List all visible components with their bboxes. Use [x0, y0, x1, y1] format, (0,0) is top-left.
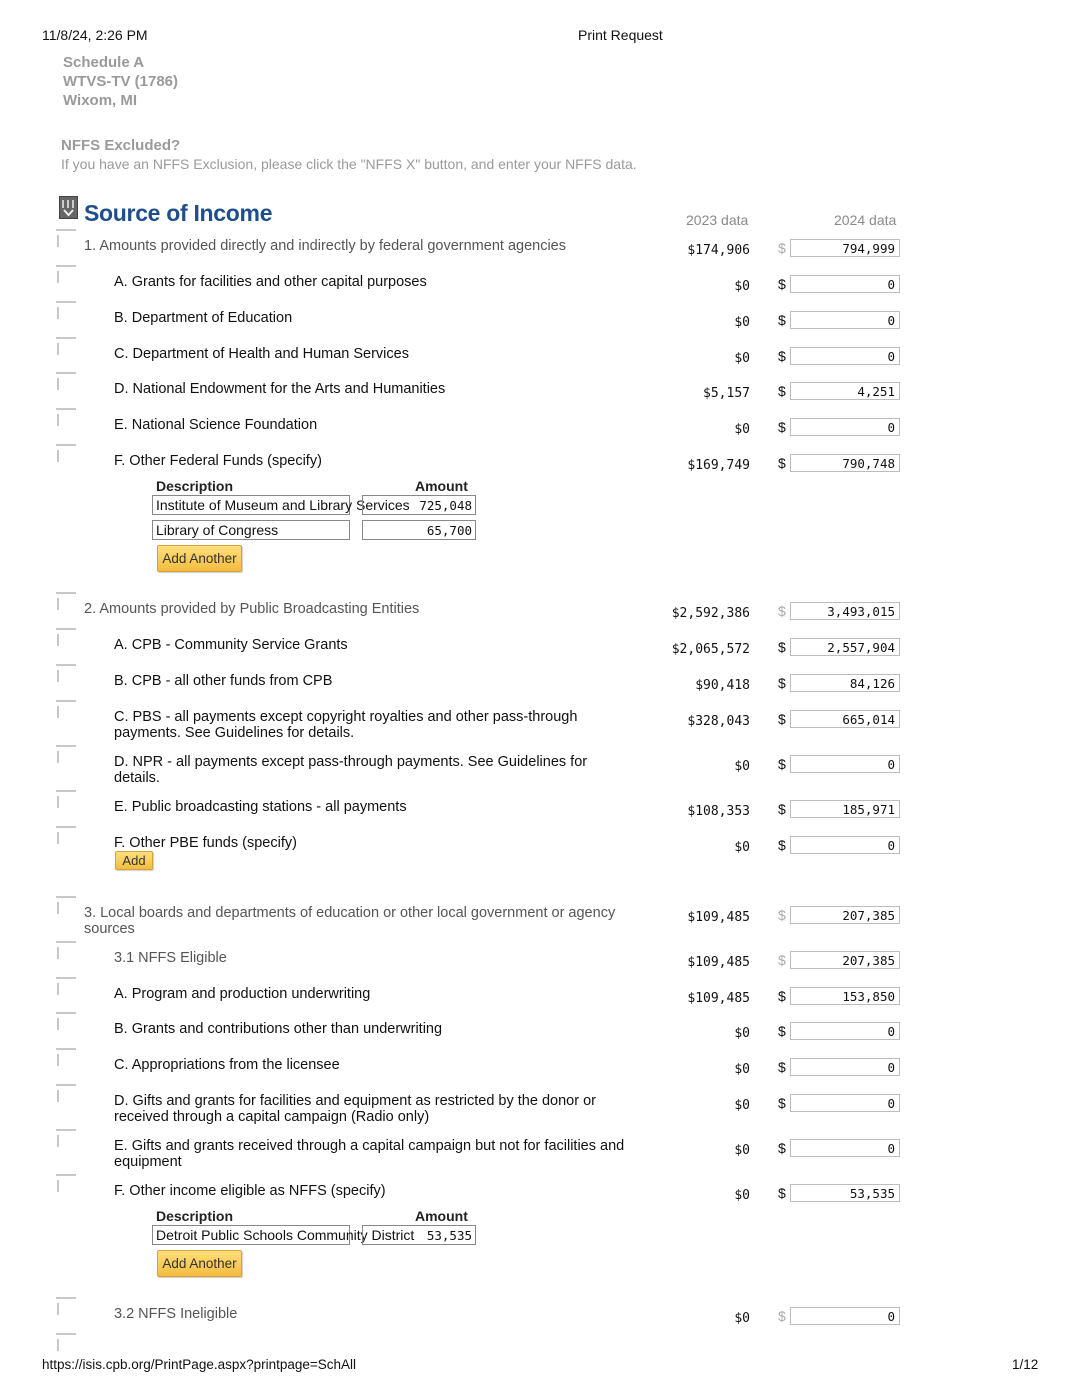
row-divider-tick — [56, 301, 76, 303]
dollar-sign: $ — [778, 348, 786, 364]
row-divider-tick — [56, 790, 76, 792]
federal-amount-input-1[interactable]: 725,048 — [362, 495, 476, 515]
value-2023: $0 — [734, 1062, 750, 1077]
station-location: Wixom, MI — [63, 92, 138, 109]
row-marker — [57, 796, 59, 808]
row-marker — [57, 235, 59, 247]
pbe-add-button[interactable]: Add — [115, 851, 153, 870]
row-label: D. National Endowment for the Arts and Humanities — [114, 381, 446, 397]
station-name: WTVS-TV (1786) — [63, 73, 179, 90]
row-marker — [57, 670, 59, 682]
row-divider-tick — [56, 941, 76, 943]
value-2024-input[interactable]: 665,014 — [790, 710, 900, 728]
dollar-sign: $ — [778, 639, 786, 655]
value-2023: $90,418 — [695, 678, 750, 693]
station-info — [63, 53, 178, 110]
dollar-sign: $ — [778, 837, 786, 853]
row-marker — [57, 634, 59, 646]
value-2024-input[interactable]: 207,385 — [790, 951, 900, 969]
row-label: E. Public broadcasting stations - all payments — [114, 799, 407, 815]
value-2024-input[interactable]: 0 — [790, 1307, 900, 1325]
row-label: D. NPR - all payments except pass-through payments. See Guidelines for details. — [114, 754, 588, 786]
value-2024-input[interactable]: 794,999 — [790, 239, 900, 257]
nffs-desc-header: Description — [156, 1208, 234, 1224]
row-divider-tick — [56, 1297, 76, 1299]
schedule-name: Schedule A — [63, 54, 145, 71]
row-marker — [57, 598, 59, 610]
column-header-2023: 2023 data — [686, 212, 749, 228]
row-divider-tick — [56, 896, 76, 898]
value-2024-input[interactable]: 0 — [790, 1094, 900, 1112]
federal-desc-input-2[interactable]: Library of Congress — [152, 520, 350, 540]
value-2023: $109,485 — [687, 910, 750, 925]
row-label: A. Grants for facilities and other capital purposes — [114, 274, 427, 290]
dollar-sign: $ — [778, 419, 786, 435]
row-label: F. Other PBE funds (specify) — [114, 835, 297, 851]
row-label: 2. Amounts provided by Public Broadcasting Entities — [84, 601, 420, 617]
value-2024-input[interactable]: 185,971 — [790, 800, 900, 818]
row-divider-tick — [56, 700, 76, 702]
value-2023: $0 — [734, 422, 750, 437]
column-header-2024: 2024 data — [834, 212, 897, 228]
row-label: C. Appropriations from the licensee — [114, 1057, 340, 1073]
value-2024-input[interactable]: 3,493,015 — [790, 602, 900, 620]
row-marker — [57, 450, 59, 462]
row-divider-tick — [56, 337, 76, 339]
row-divider-tick — [56, 1129, 76, 1131]
nffs-excluded-title: NFFS Excluded? — [61, 137, 181, 154]
value-2024-input[interactable]: 0 — [790, 275, 900, 293]
dollar-sign: $ — [778, 756, 786, 772]
value-2023: $0 — [734, 1026, 750, 1041]
nffs-desc-input-1[interactable]: Detroit Public Schools Community District — [152, 1225, 350, 1245]
row-label: E. Gifts and grants received through a capital campaign but not for facilities and equipment — [114, 1138, 625, 1170]
nffs-amount-header: Amount — [415, 1208, 468, 1224]
row-marker — [57, 751, 59, 763]
row-divider-tick — [56, 1084, 76, 1086]
dollar-sign: $ — [778, 383, 786, 399]
dollar-sign: $ — [778, 1140, 786, 1156]
dollar-sign: $ — [778, 1095, 786, 1111]
row-marker — [57, 271, 59, 283]
value-2023: $0 — [734, 840, 750, 855]
row-label: B. CPB - all other funds from CPB — [114, 673, 333, 689]
print-datetime: 11/8/24, 2:26 PM — [42, 27, 148, 43]
value-2024-input[interactable]: 84,126 — [790, 674, 900, 692]
value-2023: $109,485 — [687, 955, 750, 970]
row-label: C. PBS - all payments except copyright royalties and other pass-through payments. See Guidelines for details. — [114, 709, 578, 741]
dollar-sign: $ — [778, 801, 786, 817]
federal-desc-header: Description — [156, 478, 234, 494]
row-marker — [57, 343, 59, 355]
value-2023: $108,353 — [687, 804, 750, 819]
row-divider-tick — [56, 265, 76, 267]
dollar-sign: $ — [778, 907, 786, 923]
row-divider-tick — [56, 664, 76, 666]
value-2023: $0 — [734, 1311, 750, 1326]
row-divider-tick — [56, 1174, 76, 1176]
value-2023: $5,157 — [703, 386, 750, 401]
row-label: B. Grants and contributions other than underwriting — [114, 1021, 443, 1037]
print-title: Print Request — [578, 27, 663, 43]
value-2024-input[interactable]: 53,535 — [790, 1184, 900, 1202]
row-label: F. Other Federal Funds (specify) — [114, 453, 322, 469]
dollar-sign: $ — [778, 1059, 786, 1075]
row-divider-tick — [56, 408, 76, 410]
section-title: Source of Income — [84, 200, 273, 226]
value-2023: $169,749 — [687, 458, 750, 473]
value-2024-input[interactable]: 0 — [790, 418, 900, 436]
dollar-sign: $ — [778, 675, 786, 691]
row-marker — [57, 983, 59, 995]
dollar-sign: $ — [778, 1185, 786, 1201]
row-marker — [57, 1180, 59, 1192]
row-divider-tick — [56, 229, 76, 231]
row-divider-tick — [56, 444, 76, 446]
value-2024-input[interactable]: 0 — [790, 311, 900, 329]
federal-amount-header: Amount — [415, 478, 468, 494]
row-marker — [57, 1018, 59, 1030]
value-2023: $328,043 — [687, 714, 750, 729]
dollar-sign: $ — [778, 312, 786, 328]
value-2024-input[interactable]: 2,557,904 — [790, 638, 900, 656]
row-label: A. Program and production underwriting — [114, 986, 371, 1002]
value-2024-input[interactable]: 0 — [790, 1058, 900, 1076]
footer-url: https://isis.cpb.org/PrintPage.aspx?printpage=SchAll — [42, 1357, 357, 1372]
value-2023: $0 — [734, 351, 750, 366]
row-divider-tick — [56, 977, 76, 979]
row-marker — [57, 1054, 59, 1066]
dollar-sign: $ — [778, 240, 786, 256]
federal-desc-input-1[interactable]: Institute of Museum and Library Services — [152, 495, 350, 515]
row-marker — [57, 414, 59, 426]
row-marker — [57, 1339, 59, 1351]
row-marker — [57, 378, 59, 390]
row-label: 3.1 NFFS Eligible — [114, 950, 227, 966]
row-label: B. Department of Education — [114, 310, 293, 326]
dollar-sign: $ — [778, 603, 786, 619]
row-divider-tick — [56, 1048, 76, 1050]
dollar-sign: $ — [778, 711, 786, 727]
row-label: F. Other income eligible as NFFS (specify) — [114, 1183, 386, 1199]
value-2024-input[interactable]: 0 — [790, 836, 900, 854]
value-2024-input[interactable]: 0 — [790, 755, 900, 773]
federal-add-another-button[interactable]: Add Another — [157, 545, 242, 572]
row-divider-tick — [56, 826, 76, 828]
row-marker — [57, 947, 59, 959]
dollar-sign: $ — [778, 952, 786, 968]
row-marker — [57, 832, 59, 844]
value-2024-input[interactable]: 0 — [790, 1022, 900, 1040]
row-divider-tick — [56, 1333, 76, 1335]
value-2023: $109,485 — [687, 991, 750, 1006]
value-2023: $0 — [734, 315, 750, 330]
footer-page-number: 1/12 — [1012, 1357, 1039, 1372]
row-marker — [57, 1303, 59, 1315]
dollar-sign: $ — [778, 276, 786, 292]
row-divider-tick — [56, 372, 76, 374]
value-2023: $2,592,386 — [671, 606, 750, 621]
row-marker — [57, 1090, 59, 1102]
value-2024-input[interactable]: 0 — [790, 347, 900, 365]
value-2023: $2,065,572 — [671, 642, 750, 657]
row-label: D. Gifts and grants for facilities and equipment as restricted by the donor or received through a capital campaign (Radio only) — [114, 1093, 596, 1125]
value-2023: $0 — [734, 279, 750, 294]
row-label: A. CPB - Community Service Grants — [114, 637, 348, 653]
value-2024-input[interactable]: 790,748 — [790, 454, 900, 472]
row-divider-tick — [56, 1012, 76, 1014]
row-divider-tick — [56, 592, 76, 594]
nffs-amount-input-1[interactable]: 53,535 — [362, 1225, 476, 1245]
row-divider-tick — [56, 628, 76, 630]
row-label: 3. Local boards and departments of education or other local government or agency sources — [84, 905, 616, 937]
value-2024-input[interactable]: 4,251 — [790, 382, 900, 400]
dollar-sign: $ — [778, 455, 786, 471]
value-2024-input[interactable]: 207,385 — [790, 906, 900, 924]
row-marker — [57, 1135, 59, 1147]
dollar-sign: $ — [778, 988, 786, 1004]
value-2023: $0 — [734, 1188, 750, 1203]
dollar-sign: $ — [778, 1308, 786, 1324]
row-marker — [57, 706, 59, 718]
row-label: C. Department of Health and Human Services — [114, 346, 409, 362]
row-marker — [57, 307, 59, 319]
row-label: 1. Amounts provided directly and indirectly by federal government agencies — [84, 238, 566, 254]
value-2024-input[interactable]: 153,850 — [790, 987, 900, 1005]
collapse-toggle-icon[interactable] — [59, 196, 78, 219]
nffs-excluded-text: If you have an NFFS Exclusion, please click the "NFFS X" button, and enter your NFFS data. — [61, 156, 637, 172]
value-2023: $174,906 — [687, 243, 750, 258]
dollar-sign: $ — [778, 1023, 786, 1039]
row-label: 3.2 NFFS Ineligible — [114, 1306, 238, 1322]
row-divider-tick — [56, 745, 76, 747]
value-2023: $0 — [734, 1098, 750, 1113]
row-label: E. National Science Foundation — [114, 417, 318, 433]
value-2023: $0 — [734, 759, 750, 774]
nffs-add-another-button[interactable]: Add Another — [157, 1250, 242, 1277]
value-2023: $0 — [734, 1143, 750, 1158]
value-2024-input[interactable]: 0 — [790, 1139, 900, 1157]
federal-amount-input-2[interactable]: 65,700 — [362, 520, 476, 540]
row-marker — [57, 902, 59, 914]
